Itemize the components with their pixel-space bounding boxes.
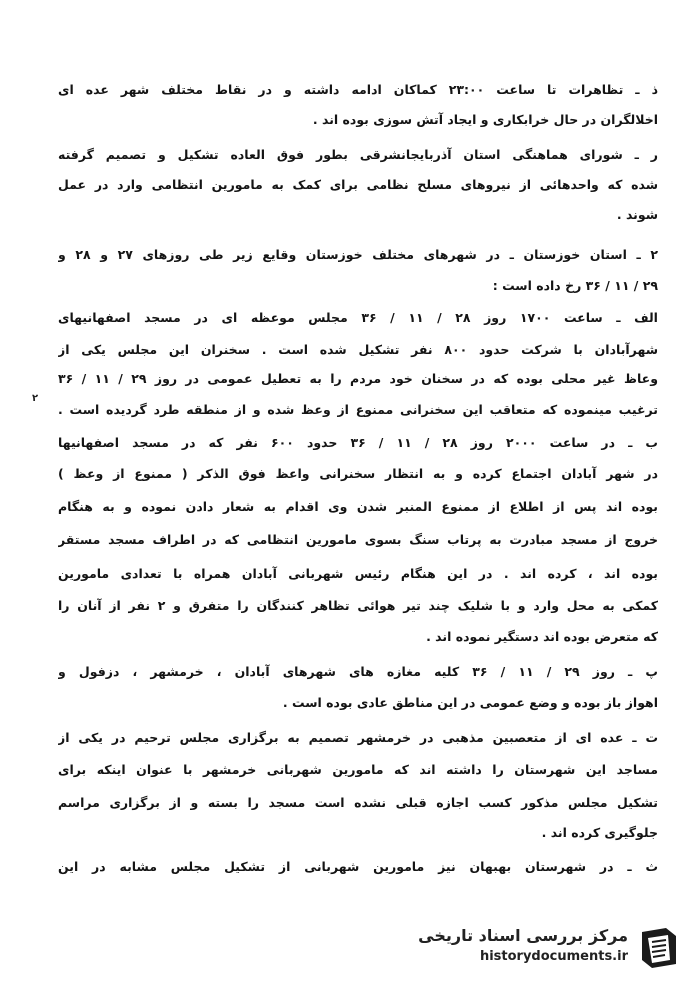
text-line: ذ ـ تظاهرات تا ساعت ۲۳:۰۰ کماکان ادامه داشته و در نقاط مختلف شهر عده ای [58,82,658,97]
text-line: ترغیب مینموده که متعاقب این سخنرانی ممنوع از وعظ شده و از منطقه طرد گردیده است . [58,402,658,417]
text-line: الف ـ ساعت ۱۷۰۰ روز ۲۸ / ۱۱ / ۳۶ مجلس موعظه ای در مسجد اصفهانیهای [58,310,658,325]
text-line: اخلالگران در حال خرابکاری و ایجاد آتش سوزی بوده اند . [312,112,658,127]
text-line: ث ـ در شهرستان بهبهان نیز مامورین شهربانی از تشکیل مجلس مشابه در این [58,859,658,874]
text-line: که متعرض بوده اند دستگیر نموده اند . [426,629,658,644]
text-line: شده که واحدهائی از نیروهای مسلح نظامی برای کمک به مامورین انتظامی وارد در عمل [58,177,658,192]
margin-mark: ۲ [32,393,39,404]
text-line: ت ـ عده ای از متعصبین مذهبی در خرمشهر تصمیم به برگزاری مجلس ترحیم در یکی از [58,730,658,745]
text-line: اهواز باز بوده و وضع عمومی در این مناطق عادی بوده است . [282,695,658,710]
text-line: در شهر آبادان اجتماع کرده و به انتظار سخنرانی واعظ فوق الذکر ( ممنوع از وعظ ) [58,466,658,481]
text-line: بوده اند پس از اطلاع از ممنوع المنبر شدن وی اقدام به شعار دادن نموده و به هنگام [58,499,658,514]
text-line: مساجد این شهرستان را داشته اند که مامورین شهربانی خرمشهر با عنوان اینکه برای [58,762,658,777]
watermark-title: مرکز بررسی اسناد تاریخی [418,926,628,945]
text-line: خروج از مسجد مبادرت به پرتاب سنگ بسوی مامورین انتظامی که در اطراف مسجد مستقر [58,532,658,547]
text-line: وعاظ غیر محلی بوده که در سخنان خود مردم را به تعطیل عمومی در روز ۲۹ / ۱۱ / ۳۶ [58,371,658,386]
text-line: بوده اند ، کرده اند . در این هنگام رئیس شهربانی آبادان همراه با تعدادی مامورین [58,566,658,581]
text-line: ۲۹ / ۱۱ / ۳۶ رخ داده است : [492,278,658,293]
watermark-url: historydocuments.ir [479,949,628,964]
text-line: ر ـ شورای هماهنگی استان آذربایجانشرقی بطور فوق العاده تشکیل و تصمیم گرفته [58,147,658,162]
text-line: شوند . [616,207,658,222]
text-line: پ ـ روز ۲۹ / ۱۱ / ۳۶ کلیه مغازه های شهرهای آبادان ، خرمشهر ، دزفول و [58,664,658,679]
text-line: تشکیل مجلس مذکور کسب اجازه قبلی نشده است مسجد را بسته و از برگزاری مراسم [58,795,658,810]
text-line: شهرآبادان با شرکت حدود ۸۰۰ نفر تشکیل شده است . سخنران این مجلس یکی از [58,342,658,357]
text-line: ب ـ در ساعت ۲۰۰۰ روز ۲۸ / ۱۱ / ۳۶ حدود ۶۰۰ نفر که در مسجد اصفهانیها [58,435,658,450]
text-line: کمکی به محل وارد و با شلیک چند تیر هوائی تظاهر کنندگان را متفرق و ۲ نفر از آنان را [58,598,658,613]
document-logo-icon [636,924,682,970]
text-line: جلوگیری کرده اند . [541,825,658,840]
text-line: ۲ ـ استان خوزستان ـ در شهرهای مختلف خوزستان وقایع زیر طی روزهای ۲۷ و ۲۸ و [58,247,658,262]
watermark [392,922,682,972]
